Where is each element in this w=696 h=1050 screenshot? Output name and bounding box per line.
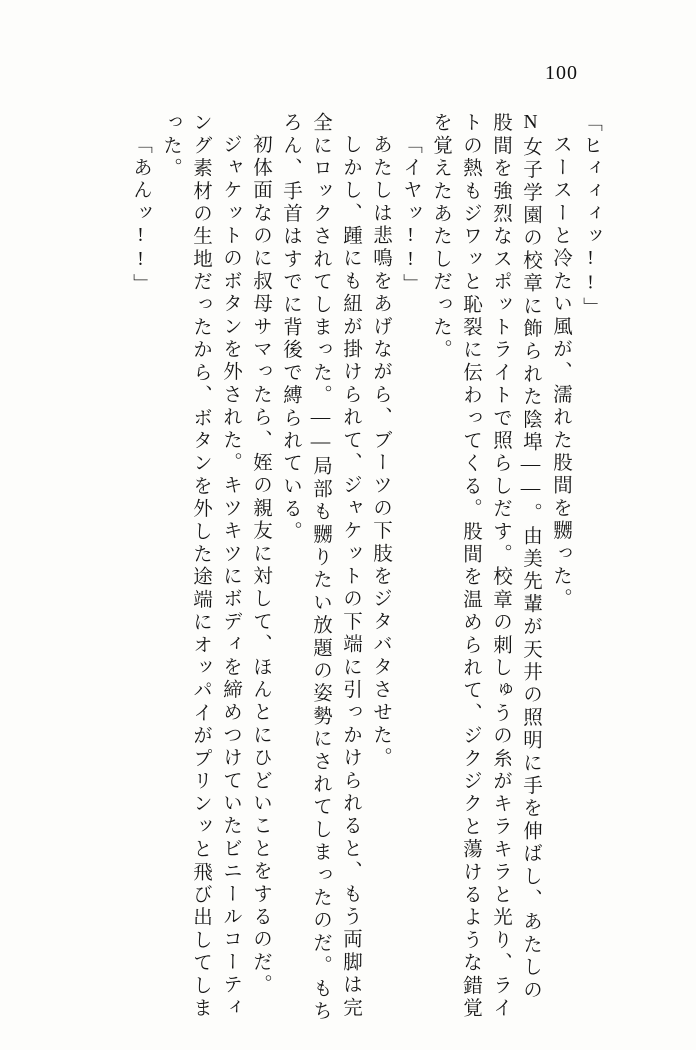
text-column: あたしは悲鳴をあげながら、ブーツの下肢をジタバタさせた。 bbox=[370, 134, 391, 770]
text-column: スースーと冷たい風が、濡れた股間を嬲った。 bbox=[550, 134, 571, 611]
text-column: ろん、手首はすでに背後で縛られている。 bbox=[280, 112, 301, 544]
text-column: N女子学園の校章に飾られた陰埠——。由美先輩が天井の照明に手を伸ばし、あたしの bbox=[520, 112, 541, 1002]
text-column: 「イヤッ!!」 bbox=[400, 134, 421, 296]
text-column: ング素材の生地だったから、ボタンを外した途端にオッパイがプリンッと飛び出してしま bbox=[190, 112, 211, 1020]
vertical-text-body bbox=[96, 112, 601, 1023]
text-column: しかし、踵にも紐が掛けられて、ジャケットの下端に引っかけられると、もう両脚は完 bbox=[340, 134, 361, 1020]
page-number: 100 bbox=[545, 62, 578, 84]
text-column: 「あんッ!!」 bbox=[130, 134, 151, 296]
text-column: を覚えたあたしだった。 bbox=[430, 112, 451, 362]
text-column: 全にロックされてしまった。——局部も嬲りたい放題の姿勢にされてしまったのだ。もち bbox=[310, 112, 331, 1023]
text-column: ジャケットのボタンを外された。キツキツにボディを締めつけていたビニールコーティ bbox=[220, 134, 241, 1020]
text-column: 股間を強烈なスポットライトで照らしだす。校章の刺しゅうの糸がキラキラと光り、ライ bbox=[490, 112, 511, 1020]
text-column: った。 bbox=[160, 112, 181, 181]
text-column: 「ヒィィィッ!!」 bbox=[580, 112, 601, 320]
text-column: 初体面なのに叔母サマったら、姪の親友に対して、ほんとにひどいことをするのだ。 bbox=[250, 134, 271, 997]
text-column: トの熱もジワッと恥裂に伝わってくる。股間を温められて、ジクジクと蕩けるような錯覚 bbox=[460, 112, 481, 1020]
